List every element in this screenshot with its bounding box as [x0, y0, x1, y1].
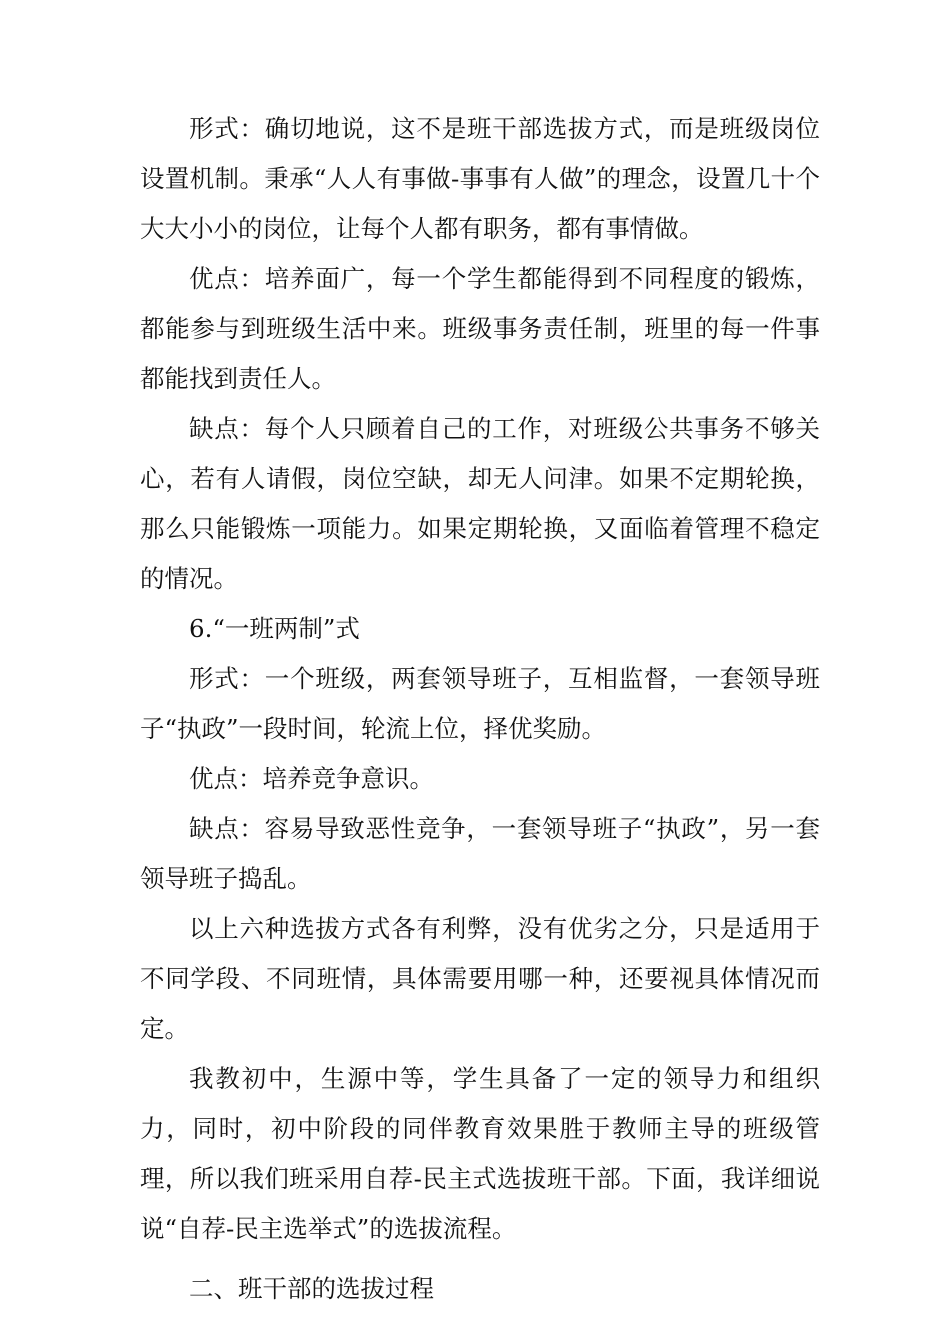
paragraph-form-one-class-two-systems: 形式：一个班级，两套领导班子，互相监督，一套领导班子“执政”一段时间，轮流上位，择优奖励。 — [140, 664, 820, 743]
paragraph-form-position-system: 形式：确切地说，这不是班干部选拔方式，而是班级岗位设置机制。秉承“人人有事做-事事有人做”的理念，设置几十个大大小小的岗位，让每个人都有职务，都有事情做。 — [140, 114, 820, 243]
paragraph-summary-six-methods: 以上六种选拔方式各有利弊，没有优劣之分，只是适用于不同学段、不同班情，具体需要用哪一种，还要视具体情况而定。 — [140, 914, 820, 1043]
section-heading-selection-process: 二、班干部的选拔过程 — [189, 1274, 434, 1303]
document-body — [140, 104, 820, 1314]
paragraph-disadvantages-one-class-two-systems: 缺点：容易导致恶性竞争，一套领导班子“执政”，另一套领导班子捣乱。 — [140, 814, 820, 893]
section-heading-one-class-two-systems: 6.“一班两制”式 — [189, 614, 360, 643]
paragraph-my-class-approach: 我教初中，生源中等，学生具备了一定的领导力和组织力，同时，初中阶段的同伴教育效果胜于教师主导的班级管理，所以我们班采用自荐-民主式选拔班干部。下面，我详细说说“自荐-民主选举式”的选拔流程。 — [140, 1064, 820, 1243]
paragraph-disadvantages-position-system: 缺点：每个人只顾着自己的工作，对班级公共事务不够关心，若有人请假，岗位空缺，却无人问津。如果不定期轮换，那么只能锻炼一项能力。如果定期轮换，又面临着管理不稳定的情况。 — [140, 414, 820, 593]
paragraph-advantages-one-class-two-systems: 优点：培养竞争意识。 — [189, 764, 434, 793]
paragraph-advantages-position-system: 优点：培养面广，每一个学生都能得到不同程度的锻炼，都能参与到班级生活中来。班级事务责任制，班里的每一件事都能找到责任人。 — [140, 264, 820, 393]
